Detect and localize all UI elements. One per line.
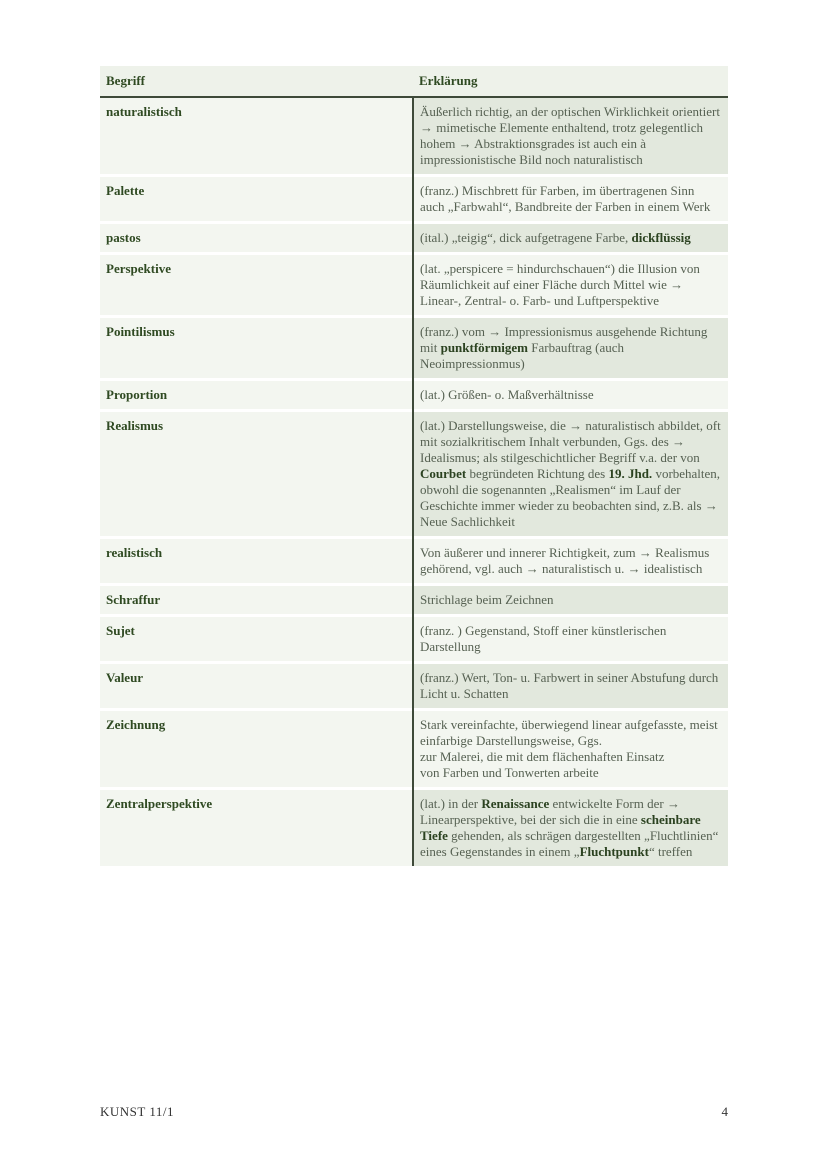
emphasis-text: Courbet — [420, 466, 467, 481]
explanation-cell — [413, 539, 728, 583]
explanation-cell — [413, 177, 728, 221]
explanation-cell — [413, 381, 728, 409]
term-cell: Perspektive — [100, 255, 413, 315]
explanation-text: (lat.) Darstellungsweise, die → naturalistisch abbildet, oft mit sozialkritischem Inhalt verbunden, Ggs. des → Idealismus; als stilgeschichtlicher Begriff v.a. der von — [420, 418, 721, 465]
page-number: 4 — [721, 1104, 728, 1119]
emphasis-text: Renaissance — [481, 796, 550, 811]
glossary-table — [100, 66, 728, 866]
explanation-cell — [413, 224, 728, 252]
explanation-text: Von äußerer und innerer Richtigkeit, zum → Realismus gehörend, vgl. auch → naturalistisch u. → idealistisch — [420, 545, 710, 576]
table-row — [100, 664, 728, 708]
term-cell: naturalistisch — [100, 97, 413, 174]
table-row — [100, 412, 728, 536]
table-row — [100, 586, 728, 614]
explanation-text: entwickelte Form der → Linearperspektive, bei der sich die in eine — [420, 796, 680, 827]
explanation-text: (franz.) Wert, Ton- u. Farbwert in seiner Abstufung durch Licht u. Schatten — [420, 670, 719, 701]
table-row — [100, 539, 728, 583]
explanation-cell — [413, 617, 728, 661]
emphasis-text: Fluchtpunkt — [579, 844, 649, 859]
table-row — [100, 711, 728, 787]
explanation-text: Strichlage beim Zeichnen — [420, 592, 554, 607]
explanation-text: vorbehalten, obwohl die sogenannten „Realismen“ im Lauf der Geschichte immer wieder zu beobachten sind, z.B. als → Neue Sachlichkeit — [420, 466, 721, 529]
emphasis-text: 19. Jhd. — [608, 466, 653, 481]
explanation-cell — [413, 664, 728, 708]
explanation-cell — [413, 97, 728, 174]
explanation-cell — [413, 790, 728, 866]
table-header-row — [100, 66, 728, 97]
explanation-cell — [413, 255, 728, 315]
header-term: Begriff — [100, 66, 413, 97]
table-body — [100, 97, 728, 866]
emphasis-text: scheinbare Tiefe — [420, 812, 701, 843]
term-cell: Pointilismus — [100, 318, 413, 378]
explanation-text: (lat. „perspicere = hindurchschauen“) die Illusion von Räumlichkeit auf einer Fläche durch Mittel wie → Linear-, Zentral- o. Farb- und Luftperspektive — [420, 261, 700, 308]
term-cell: Proportion — [100, 381, 413, 409]
term-cell: Zeichnung — [100, 711, 413, 787]
header-explanation: Erklärung — [413, 66, 728, 97]
explanation-cell — [413, 412, 728, 536]
term-cell: Zentralperspektive — [100, 790, 413, 866]
emphasis-text: punktförmigem — [440, 340, 528, 355]
term-cell: Schraffur — [100, 586, 413, 614]
explanation-text: Äußerlich richtig, an der optischen Wirklichkeit orientiert → mimetische Elemente enthaltend, trotz gelegentlich hohem → Abstraktionsgrades ist auch ein à impressionistische Bild noch naturalistisch — [420, 104, 720, 167]
explanation-text: “ treffen — [648, 844, 693, 859]
explanation-cell — [413, 586, 728, 614]
table-row — [100, 381, 728, 409]
table-row — [100, 97, 728, 174]
explanation-text: (ital.) „teigig“, dick aufgetragene Farbe, — [420, 230, 632, 245]
term-cell: Realismus — [100, 412, 413, 536]
explanation-text: (franz.) vom → Impressionismus ausgehende Richtung mit — [420, 324, 708, 355]
term-cell: realistisch — [100, 539, 413, 583]
table-row — [100, 318, 728, 378]
emphasis-text: dickflüssig — [631, 230, 691, 245]
footer-course: KUNST 11/1 — [100, 1104, 174, 1119]
table-row — [100, 790, 728, 866]
explanation-text: (lat.) in der — [420, 796, 482, 811]
explanation-text: (franz. ) Gegenstand, Stoff einer künstlerischen Darstellung — [420, 623, 667, 654]
table-row — [100, 177, 728, 221]
explanation-text: Stark vereinfachte, überwiegend linear aufgefasste, meist einfarbige Darstellungsweise, Ggs. zur Malerei, die mit dem flächenhaften Einsatz von Farben und Tonwerten arbeite — [420, 717, 718, 780]
table-row — [100, 255, 728, 315]
term-cell: pastos — [100, 224, 413, 252]
explanation-text: Farbauftrag (auch Neoimpressionmus) — [420, 340, 624, 371]
table-row — [100, 617, 728, 661]
term-cell: Valeur — [100, 664, 413, 708]
explanation-text: gehenden, als schrägen dargestellten „Fluchtlinien“ eines Gegenstandes in einem „ — [420, 828, 719, 859]
table-row — [100, 224, 728, 252]
explanation-cell — [413, 711, 728, 787]
explanation-text: (lat.) Größen- o. Maßverhältnisse — [420, 387, 594, 402]
term-cell: Sujet — [100, 617, 413, 661]
explanation-text: (franz.) Mischbrett für Farben, im übertragenen Sinn auch „Farbwahl“, Bandbreite der Farben in einem Werk — [420, 183, 711, 214]
explanation-text: begründeten Richtung des — [466, 466, 609, 481]
term-cell: Palette — [100, 177, 413, 221]
explanation-cell — [413, 318, 728, 378]
